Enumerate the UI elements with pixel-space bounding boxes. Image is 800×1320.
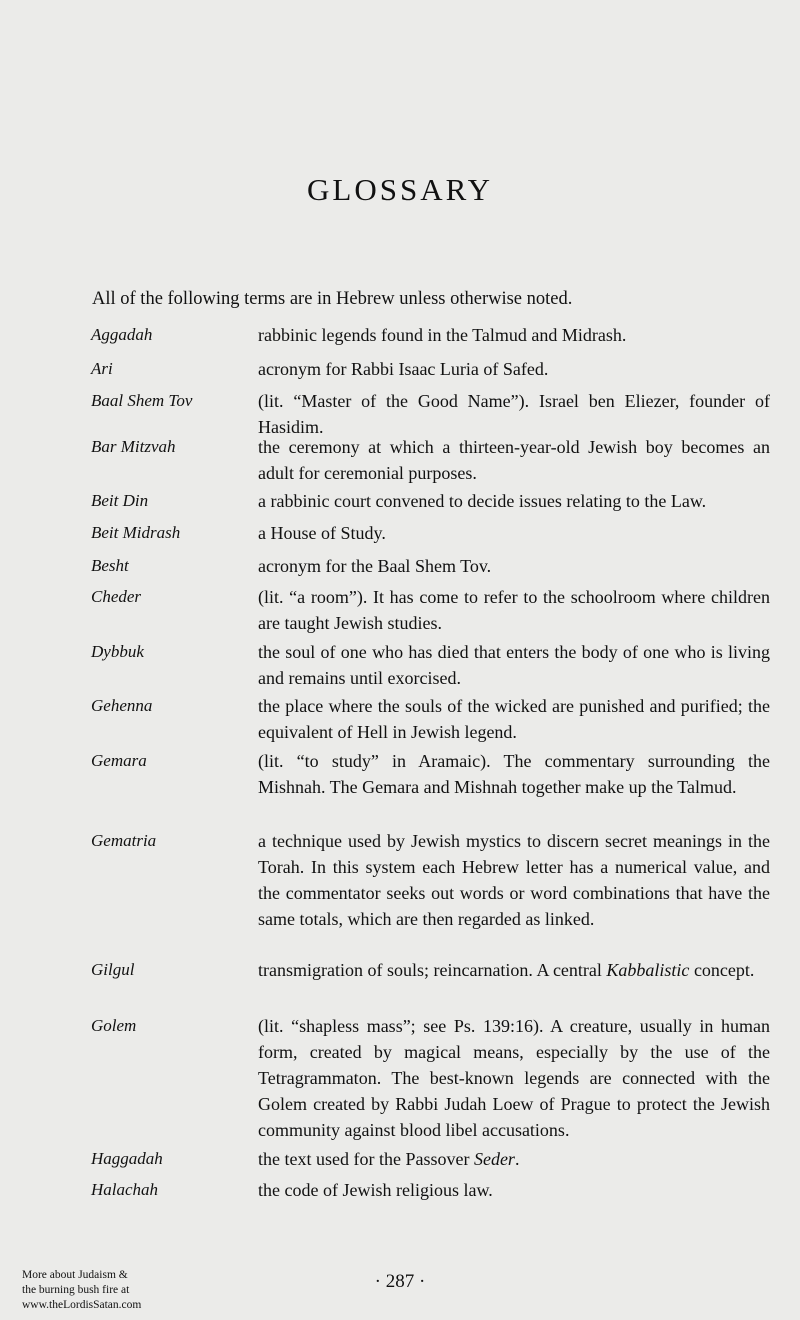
entry-definition: a technique used by Jewish mystics to discern secret meanings in the Torah. In this system each Hebrew letter has a numerical value, and the commentator seeks out words or word combinations that have the same totals, which are then regarded as linked.	[258, 831, 770, 929]
entry-definition: the place where the souls of the wicked are punished and purified; the equivalent of Hell in Jewish legend.	[258, 696, 770, 742]
entry-definition: (lit. “to study” in Aramaic). The commentary surrounding the Mishnah. The Gemara and Mishnah together make up the Talmud.	[258, 751, 770, 797]
entry-term: Golem	[91, 1016, 137, 1035]
entry-term: Halachah	[91, 1180, 159, 1199]
entry-term: Dybbuk	[91, 642, 144, 661]
entry-term: Aggadah	[91, 325, 153, 344]
entry-term: Gemara	[91, 751, 147, 770]
definition-text: transmigration of souls; reincarnation. A central	[258, 960, 607, 980]
definition-text: concept.	[689, 960, 755, 980]
footer-line: the burning bush fire at	[22, 1284, 130, 1296]
entry-term: Gematria	[91, 831, 157, 850]
definition-text: the text used for the Passover	[258, 1149, 474, 1169]
entry-definition	[258, 1146, 770, 1172]
entry-definition: the code of Jewish religious law.	[258, 1180, 493, 1200]
entry-definition: rabbinic legends found in the Talmud and Midrash.	[258, 325, 627, 345]
entry-definition: acronym for Rabbi Isaac Luria of Safed.	[258, 359, 549, 379]
entry-term: Gehenna	[91, 696, 153, 715]
entry-definition: the soul of one who has died that enters the body of one who is living and remains until exorcised.	[258, 642, 770, 688]
entry-term: Bar Mitzvah	[91, 437, 176, 456]
entry-definition: a rabbinic court convened to decide issues relating to the Law.	[258, 491, 707, 511]
page-number: · 287 ·	[374, 1271, 426, 1292]
entry-term: Beit Midrash	[91, 523, 181, 542]
entry-definition: acronym for the Baal Shem Tov.	[258, 556, 492, 576]
entry-term: Cheder	[91, 587, 142, 606]
entry-term: Beit Din	[91, 491, 149, 510]
entry-definition	[258, 957, 770, 983]
page-title: GLOSSARY	[307, 172, 493, 207]
entry-term: Besht	[91, 556, 129, 575]
glossary-intro: All of the following terms are in Hebrew unless otherwise noted.	[92, 289, 573, 309]
definition-emphasis: Seder	[473, 1149, 515, 1169]
definition-text: .	[514, 1149, 520, 1169]
definition-emphasis: Kabbalistic	[606, 960, 690, 980]
entry-definition: the ceremony at which a thirteen-year-old Jewish boy becomes an adult for ceremonial purposes.	[258, 437, 770, 483]
entry-definition: (lit. “Master of the Good Name”). Israel ben Eliezer, founder of Hasidim.	[258, 391, 770, 437]
entry-definition: (lit. “a room”). It has come to refer to the schoolroom where children are taught Jewish studies.	[258, 587, 770, 633]
entry-definition: (lit. “shapless mass”; see Ps. 139:16). A creature, usually in human form, created by magical means, especially by the use of the Tetragrammaton. The best-known legends are connected with the Golem created by Rabbi Judah Loew of Prague to protect the Jewish community against blood libel accusations.	[258, 1016, 770, 1140]
footer-link[interactable]: www.theLordisSatan.com	[22, 1299, 142, 1311]
entry-term: Ari	[91, 359, 113, 378]
footer-line: More about Judaism &	[22, 1269, 128, 1281]
entry-term: Gilgul	[91, 960, 135, 979]
entry-definition: a House of Study.	[258, 523, 386, 543]
entry-term: Haggadah	[91, 1149, 163, 1168]
entry-term: Baal Shem Tov	[91, 391, 193, 410]
